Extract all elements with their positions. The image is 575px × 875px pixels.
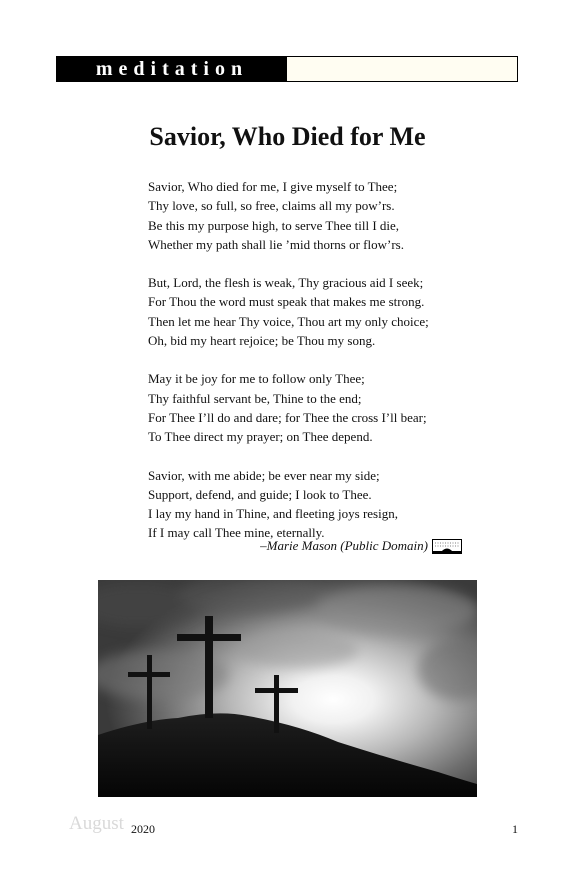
poem-body (148, 177, 478, 562)
attribution-text: –Marie Mason (Public Domain) (260, 538, 428, 553)
stanza (148, 177, 478, 254)
poem-line: But, Lord, the flesh is weak, Thy gracious aid I seek; (148, 275, 424, 291)
stanza (148, 369, 478, 446)
footer-year: 2020 (131, 822, 155, 836)
poem-line: To Thee direct my prayer; on Thee depend. (148, 429, 373, 445)
page-number: 1 (512, 822, 518, 836)
attribution-line (148, 538, 462, 554)
article-title: Savior, Who Died for Me (149, 122, 426, 151)
poem-line: Be this my purpose high, to serve Thee till I die, (148, 217, 400, 233)
poem-line: Savior, with me abide; be ever near my side; (148, 467, 380, 483)
poem-line: Oh, bid my heart rejoice; be Thou my song. (148, 333, 376, 349)
poem-line: Savior, Who died for me, I give myself to Thee; (148, 179, 398, 194)
stanza (148, 273, 478, 350)
poem-line: For Thou the word must speak that makes me strong. (148, 294, 425, 310)
poem-line: For Thee I’ll do and dare; for Thee the cross I’ll bear; (148, 409, 427, 425)
stanza (148, 466, 478, 543)
footer-month: August (69, 813, 124, 834)
poem-line: Whether my path shall lie ’mid thorns or flow’rs. (148, 236, 404, 252)
poem-line: Then let me hear Thy voice, Thou art my only choice; (148, 313, 429, 329)
poem-line: If I may call Thee mine, eternally. (148, 525, 325, 541)
section-label: meditation (57, 57, 287, 81)
section-header-bar (56, 56, 518, 82)
poem-line: Support, defend, and guide; I look to Thee. (148, 486, 372, 502)
three-crosses-on-hill-photo (98, 580, 477, 797)
header-fill (287, 57, 517, 81)
poem-line: I lay my hand in Thine, and fleeting joys resign, (148, 506, 398, 522)
poem-line: May it be joy for me to follow only Thee; (148, 371, 365, 387)
poem-line: Thy love, so full, so free, claims all my pow’rs. (148, 198, 395, 214)
poem-line: Thy faithful servant be, Thine to the end; (148, 390, 362, 406)
sunrise-icon (432, 539, 462, 554)
